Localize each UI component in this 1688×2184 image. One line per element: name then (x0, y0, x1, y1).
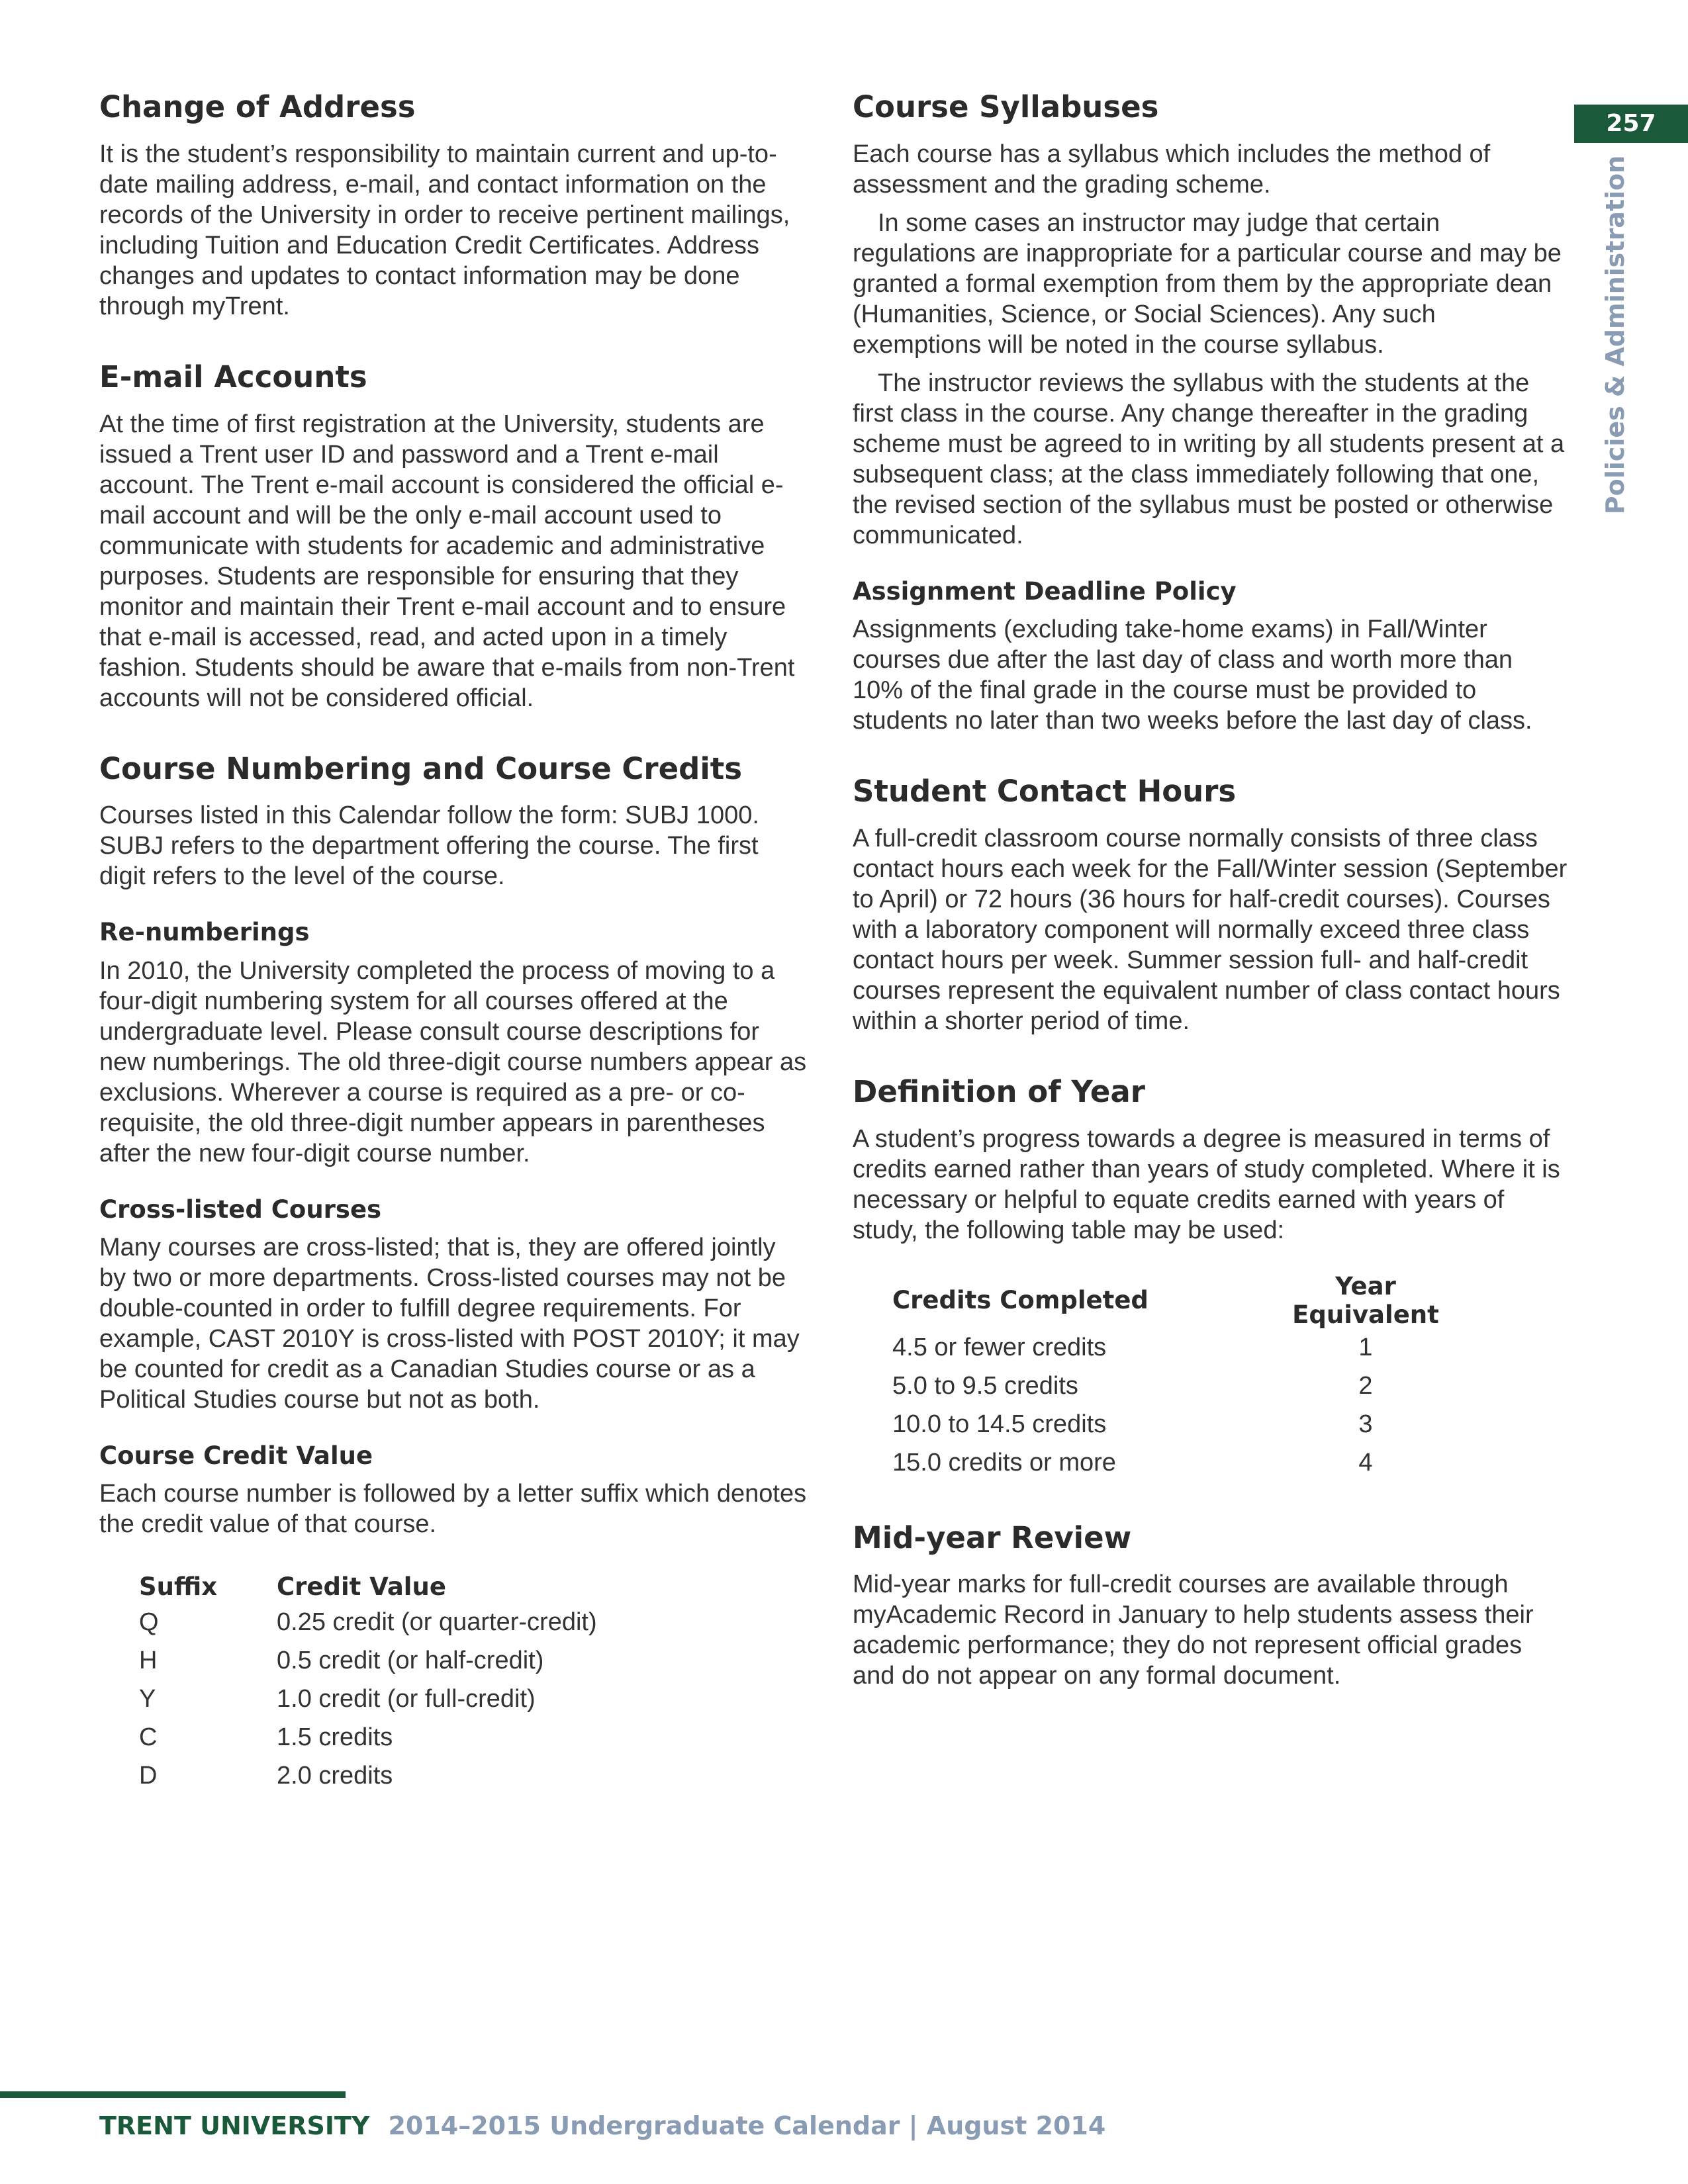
credits-cell: 4.5 or fewer credits (892, 1334, 1107, 1362)
course-syllabuses-heading: Course Syllabuses (853, 89, 1159, 124)
footer-university: TRENT UNIVERSITY (99, 2111, 370, 2140)
mid-year-review-section (853, 1521, 1568, 1692)
change-of-address-section (99, 90, 809, 322)
right-column (853, 90, 1568, 1729)
year-cell: 3 (1358, 1410, 1373, 1439)
email-accounts-body: At the time of first registration at the University, students are issued a Trent user ID and password and a Trent e-mail account. The Trent e-mail account is considered the official e-mail account and will be the only e-mail account used to communicate with students for academic and administrative purposes. Students are responsible for ensuring that they monitor and maintain their Trent e-mail account and to ensure that e-mail is accessed, read, and acted upon in a timely fashion. Students should be aware that e-mails from non-Trent accounts will not be considered official. (99, 410, 795, 712)
table-row (139, 1641, 597, 1680)
credits-cell: 5.0 to 9.5 credits (892, 1372, 1078, 1400)
table-header-row (892, 1272, 1468, 1329)
table-row (892, 1367, 1468, 1406)
contact-hours-body: A full-credit classroom course normally consists of three class contact hours each week for the Fall/Winter session (September to April) or 72 hours (36 hours for half-credit courses). Courses with a laboratory component will normally exceed three class contact hours per week. Summer session full- and half-credit courses represent the equivalent number of class contact hours within a shorter period of time. (853, 824, 1568, 1035)
credit-value-subsection (99, 1441, 809, 1795)
mid-year-review-body: Mid-year marks for full-credit courses are available through myAcademic Record in January to help students assess their academic performance; they do not represent official grades and do not appear on any formal document. (853, 1570, 1534, 1690)
suffix-column-header: Suffix (139, 1572, 218, 1601)
deadline-policy-heading: Assignment Deadline Policy (853, 576, 1237, 606)
change-of-address-heading: Change of Address (99, 89, 416, 124)
renumberings-body: In 2010, the University completed the process of moving to a four-digit numbering system for all courses offered at the undergraduate level. Please consult course descriptions for new numberings. The old three-digit course numbers appear as exclusions. Wherever a course is required as a pre- or co-requisite, the old three-digit number appears in parentheses after the new four-digit course number. (99, 956, 807, 1167)
credit-value-cell: 1.0 credit (or full-credit) (277, 1684, 536, 1713)
credits-cell: 10.0 to 14.5 credits (892, 1410, 1107, 1439)
definition-of-year-body: A student’s progress towards a degree is measured in terms of credits earned rather than years of study completed. Where it is necessary or helpful to equate credits earned with years of study, the following table may be used: (853, 1124, 1560, 1244)
suffix-cell: H (139, 1646, 158, 1674)
footer-rule (0, 2091, 346, 2098)
credit-value-cell: 0.5 credit (or half-credit) (277, 1646, 544, 1674)
course-numbering-section (99, 752, 809, 1796)
credit-value-cell: 0.25 credit (or quarter-credit) (277, 1608, 597, 1636)
credits-completed-column-header: Credits Completed (892, 1286, 1149, 1315)
section-side-tab (1597, 155, 1634, 515)
course-numbering-body: Courses listed in this Calendar follow the form: SUBJ 1000. SUBJ refers to the department offering the course. The first digit refers to the level of the course. (99, 801, 759, 891)
deadline-policy-body: Assignments (excluding take-home exams) in Fall/Winter courses due after the last day of class and worth more than 10% of the final grade in the course must be provided to students no later than two weeks before the last day of class. (853, 615, 1532, 735)
table-row (139, 1680, 597, 1718)
course-syllabuses-section (853, 90, 1568, 736)
credit-value-column-header: Credit Value (277, 1572, 446, 1601)
table-row (139, 1756, 597, 1795)
renumberings-heading: Re-numberings (99, 918, 310, 947)
credit-value-cell: 1.5 credits (277, 1723, 393, 1751)
syllabuses-paragraph-3: The instructor reviews the syllabus with the students at the first class in the course. Any change thereafter in the grading scheme must be agreed to in writing by all students present at a subsequent class; at the class immediately following that one, the revised section of the syllabus must be posted or otherwise communicated. (853, 369, 1565, 549)
table-row (892, 1329, 1468, 1367)
suffix-cell: D (139, 1761, 158, 1790)
suffix-cell: Q (139, 1608, 159, 1636)
footer-calendar: 2014–2015 Undergraduate Calendar | August 2014 (388, 2111, 1106, 2140)
side-tab-label: Policies & Administration (1601, 155, 1630, 515)
syllabuses-paragraph-1: Each course has a syllabus which includes the method of assessment and the grading scheme. (853, 140, 1491, 199)
year-cell: 1 (1358, 1334, 1373, 1362)
credit-value-heading: Course Credit Value (99, 1441, 373, 1471)
renumberings-subsection (99, 918, 809, 1168)
syllabuses-paragraph-2: In some cases an instructor may judge that certain regulations are inappropriate for a particular course and may be granted a formal exemption from them by the appropriate dean (Humanities, Science, or Social Sciences). Any such exemptions will be noted in the course syllabus. (853, 208, 1562, 359)
cross-listed-body: Many courses are cross-listed; that is, they are offered jointly by two or more departments. Cross-listed courses may not be double-counted in order to fulfill degree requirements. For example, CAST 2010Y is cross-listed with POST 2010Y; it may be counted for credit as a Canadian Studies course or as a Political Studies course but not as both. (99, 1234, 800, 1414)
cross-listed-heading: Cross-listed Courses (99, 1195, 382, 1224)
definition-of-year-heading: Definition of Year (853, 1073, 1145, 1109)
credit-value-body: Each course number is followed by a letter suffix which denotes the credit value of that course. (99, 1480, 807, 1539)
table-row (892, 1406, 1468, 1444)
mid-year-review-heading: Mid-year Review (853, 1520, 1132, 1555)
email-accounts-heading: E-mail Accounts (99, 359, 367, 394)
year-cell: 4 (1358, 1449, 1373, 1477)
year-cell: 2 (1358, 1372, 1373, 1400)
deadline-policy-subsection (853, 577, 1568, 736)
footer (99, 2111, 1105, 2140)
contact-hours-heading: Student Contact Hours (853, 774, 1237, 809)
table-row (139, 1603, 597, 1641)
definition-of-year-section (853, 1075, 1568, 1482)
table-row (139, 1718, 597, 1756)
table-header-row (139, 1570, 597, 1603)
suffix-cell: C (139, 1723, 158, 1751)
credit-value-cell: 2.0 credits (277, 1761, 393, 1790)
contact-hours-section (853, 774, 1568, 1036)
course-numbering-heading: Course Numbering and Course Credits (99, 751, 743, 786)
year-equivalent-table (892, 1272, 1468, 1482)
cross-listed-subsection (99, 1195, 809, 1415)
credit-value-table (139, 1570, 597, 1795)
change-of-address-body: It is the student’s responsibility to maintain current and up-to-date mailing address, e-mail, and contact information on the records of the University in order to receive pertinent mailings, including Tuition and Education Credit Certificates. Address changes and updates to contact information may be done through myTrent. (99, 140, 790, 320)
suffix-cell: Y (139, 1684, 156, 1713)
year-equivalent-column-header: Year Equivalent (1292, 1271, 1439, 1329)
left-column (99, 90, 809, 1833)
email-accounts-section (99, 360, 809, 713)
page-number: 257 (1574, 105, 1688, 143)
credits-cell: 15.0 credits or more (892, 1449, 1116, 1477)
table-row (892, 1444, 1468, 1482)
